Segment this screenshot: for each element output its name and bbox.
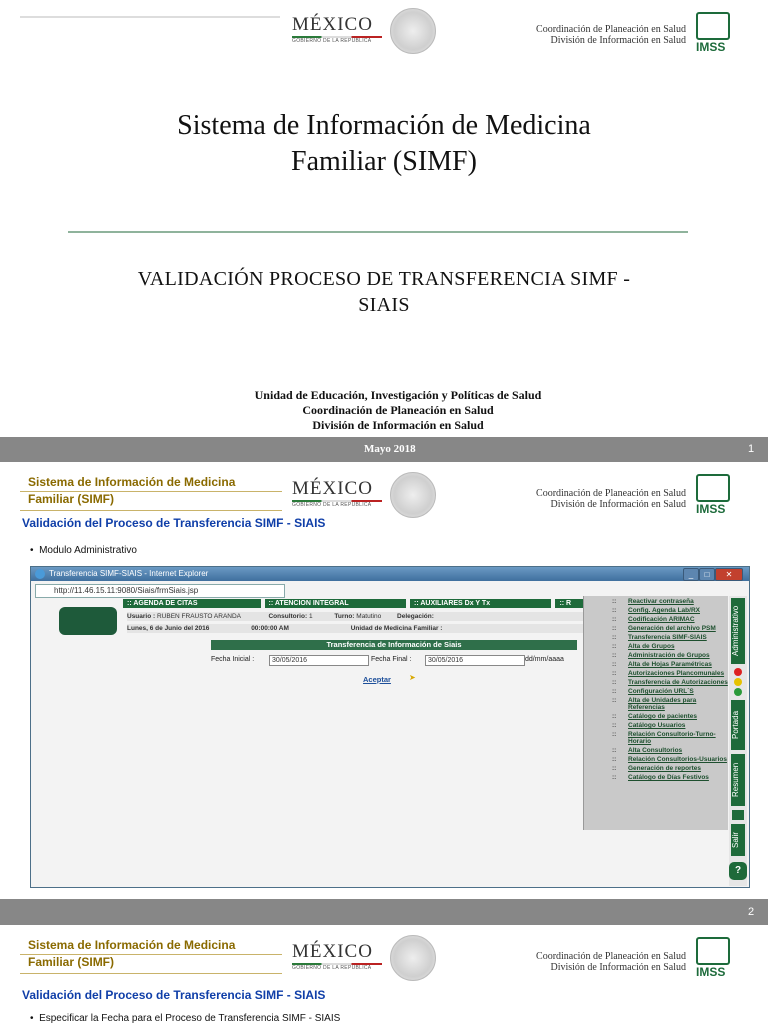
admin-menu-item-label: Generación del archivo PSM	[628, 625, 716, 632]
consultorio-label: Consultorio:	[268, 613, 308, 620]
subtitle-line-1: VALIDACIÓN PROCESO DE TRANSFERENCIA SIMF -	[137, 268, 631, 290]
bullet-dot: •	[30, 1013, 40, 1024]
bullet-text: Modulo Administrativo	[39, 545, 137, 556]
unit-line-3: División de Información en Salud	[312, 418, 484, 432]
admin-menu-item[interactable]	[584, 652, 728, 659]
minimize-button[interactable]: _	[683, 568, 699, 581]
admin-menu-item-label: Catálogo de pacientes	[628, 713, 697, 720]
menu-bullet-icon: ::	[612, 616, 617, 623]
admin-menu-item[interactable]	[584, 756, 728, 763]
unit-credits	[0, 388, 768, 433]
bullet-dot: •	[30, 545, 40, 556]
consultorio-value: 1	[308, 613, 313, 620]
fecha-final-input[interactable]: 30/05/2016	[425, 655, 525, 666]
slide-title	[0, 108, 768, 180]
header-underline	[20, 491, 282, 492]
mexico-subtitle: GOBIERNO DE LA REPÚBLICA	[292, 965, 372, 971]
imss-emblem-icon	[696, 12, 730, 40]
admin-menu	[583, 596, 728, 830]
admin-menu-item[interactable]	[584, 697, 728, 711]
unit-line-1: Unidad de Educación, Investigación y Políticas de Salud	[254, 388, 542, 402]
bullet-item	[30, 545, 137, 556]
header-underline	[20, 954, 282, 955]
help-button[interactable]	[729, 862, 747, 880]
umf-label: Unidad de Medicina Familiar :	[350, 625, 443, 632]
mexico-logo	[292, 14, 382, 44]
address-bar[interactable]: http://11.46.15.11:9080/Siais/frmSiais.jsp	[35, 584, 285, 598]
menu-agenda-citas[interactable]: :: AGENDA DE CITAS	[123, 599, 261, 608]
admin-menu-item[interactable]	[584, 713, 728, 720]
mexico-subtitle: GOBIERNO DE LA REPÚBLICA	[292, 38, 372, 44]
bullet-text: Especificar la Fecha para el Proceso de Transferencia SIMF - SIAIS	[39, 1013, 341, 1024]
side-tab-resumen[interactable]: Resumen	[731, 754, 745, 806]
admin-menu-item[interactable]	[584, 774, 728, 781]
header-line-2: Familiar (SIMF)	[28, 955, 115, 969]
top-menu	[123, 599, 583, 608]
admin-menu-item[interactable]	[584, 765, 728, 772]
admin-menu-list	[584, 598, 728, 781]
user-label: Usuario :	[127, 613, 156, 620]
header-underline-2	[20, 510, 282, 511]
menu-bullet-icon: ::	[612, 722, 617, 729]
admin-menu-item[interactable]	[584, 670, 728, 677]
header-underline-2	[20, 973, 282, 974]
status-light-green	[734, 688, 742, 696]
menu-atencion-integral[interactable]: :: ATENCION INTEGRAL	[265, 599, 406, 608]
coat-of-arms-icon	[390, 8, 436, 54]
admin-menu-item-label: Autorizaciones Plancomunales	[628, 670, 725, 677]
footer-page-number: 2	[748, 906, 755, 918]
app-logo-icon	[59, 607, 117, 635]
menu-bullet-icon: ::	[612, 688, 617, 695]
fecha-inicial-input[interactable]: 30/05/2016	[269, 655, 369, 666]
header-line-1: Sistema de Información de Medicina	[28, 938, 236, 952]
slide-subtitle	[0, 266, 768, 318]
subtitle-line-2: SIAIS	[358, 294, 410, 316]
footer-page-number: 1	[748, 443, 755, 455]
imss-logo	[696, 12, 730, 54]
imss-logo	[696, 937, 730, 979]
admin-menu-item[interactable]	[584, 688, 728, 695]
turno-label: Turno:	[334, 613, 355, 620]
menu-bullet-icon: ::	[612, 747, 617, 754]
footer-date: Mayo 2018	[364, 443, 416, 455]
menu-bullet-icon: ::	[612, 697, 617, 704]
menu-bullet-icon: ::	[612, 634, 617, 641]
admin-menu-item-label: Catálogo Usuarios	[628, 722, 686, 729]
browser-title-bar: Transferencia SIMF-SIAIS - Internet Explorer	[31, 567, 749, 581]
admin-menu-item-label: Alta de Unidades para Referencias	[628, 697, 697, 711]
aceptar-link[interactable]: Aceptar	[363, 675, 391, 684]
coat-of-arms-icon	[390, 472, 436, 518]
coat-of-arms-icon	[390, 935, 436, 981]
title-line-1: Sistema de Información de Medicina	[177, 110, 591, 141]
coordination-text	[480, 951, 686, 973]
menu-more[interactable]: :: R	[555, 599, 583, 608]
admin-menu-item-label: Config. Agenda Lab/RX	[628, 607, 700, 614]
admin-menu-item[interactable]	[584, 616, 728, 623]
title-line-2: Familiar (SIMF)	[291, 146, 477, 177]
section-title: Validación del Proceso de Transferencia SIMF - SIAIS	[22, 516, 326, 530]
admin-menu-item-label: Transferencia de Autorizaciones	[628, 679, 728, 686]
status-light-yellow	[734, 678, 742, 686]
section-title: Validación del Proceso de Transferencia SIMF - SIAIS	[22, 988, 326, 1002]
admin-menu-item-label: Generación de reportes	[628, 765, 701, 772]
ie-icon	[35, 569, 45, 579]
mexico-logo	[292, 478, 382, 508]
side-tab-administrativo[interactable]: Administrativo	[731, 598, 745, 664]
imss-emblem-icon	[696, 474, 730, 502]
slide-3	[0, 925, 768, 1024]
fecha-inicial-label: Fecha Inicial :	[211, 656, 255, 663]
imss-word: IMSS	[696, 502, 726, 516]
admin-menu-item-label: Catálogo de Días Festivos	[628, 774, 709, 781]
imss-logo	[696, 474, 730, 516]
slide-1	[0, 0, 768, 462]
admin-menu-item[interactable]	[584, 679, 728, 686]
user-value: RUBEN FRAUSTO ARANDA	[156, 613, 241, 620]
admin-menu-item[interactable]	[584, 634, 728, 641]
menu-bullet-icon: ::	[612, 756, 617, 763]
admin-menu-item[interactable]	[584, 625, 728, 632]
menu-auxiliares[interactable]: :: AUXILIARES Dx Y Tx	[410, 599, 551, 608]
mexico-word: MÉXICO	[292, 478, 373, 499]
mexico-word: MÉXICO	[292, 941, 373, 962]
coordination-line-2: División de Información en Salud	[550, 962, 686, 973]
menu-bullet-icon: ::	[612, 607, 617, 614]
maximize-button[interactable]: □	[699, 568, 715, 581]
coordination-text	[480, 488, 686, 510]
side-tab-portada[interactable]: Portada	[731, 700, 745, 750]
header-line-2: Familiar (SIMF)	[28, 492, 115, 506]
coordination-line-2: División de Información en Salud	[550, 499, 686, 510]
mexico-logo	[292, 941, 382, 971]
coordination-text	[480, 24, 686, 46]
user-info-row	[127, 612, 583, 621]
slide-2-footer-bar	[0, 899, 768, 925]
menu-bullet-icon: ::	[612, 652, 617, 659]
admin-menu-item-label: Relación Consultorios-Usuarios	[628, 756, 727, 763]
status-light-red	[734, 668, 742, 676]
menu-bullet-icon: ::	[612, 679, 617, 686]
imss-word: IMSS	[696, 40, 726, 54]
title-divider	[68, 231, 688, 233]
menu-bullet-icon: ::	[612, 661, 617, 668]
browser-window	[30, 566, 750, 888]
time-text: 00:00:00 AM	[251, 625, 289, 632]
header-line-1: Sistema de Información de Medicina	[28, 475, 236, 489]
admin-menu-item-label: Configuración URL´S	[628, 688, 694, 695]
admin-menu-item[interactable]	[584, 731, 728, 745]
admin-menu-item-label: Alta de Grupos	[628, 643, 675, 650]
mexico-word: MÉXICO	[292, 14, 373, 35]
menu-bullet-icon: ::	[612, 713, 617, 720]
arrow-icon: ➤	[409, 673, 416, 682]
admin-menu-item[interactable]	[584, 643, 728, 650]
admin-menu-item-label: Administración de Grupos	[628, 652, 710, 659]
admin-menu-item-label: Reactivar contraseña	[628, 598, 694, 605]
side-tab-salir[interactable]: Salir	[731, 824, 745, 856]
coordination-line-1: Coordinación de Planeación en Salud	[536, 24, 686, 35]
admin-menu-item[interactable]	[584, 747, 728, 754]
delegacion-label: Delegación:	[397, 613, 434, 620]
admin-menu-item[interactable]	[584, 607, 728, 614]
menu-bullet-icon: ::	[612, 598, 617, 605]
admin-menu-item-label: Alta Consultorios	[628, 747, 683, 754]
menu-bullet-icon: ::	[612, 670, 617, 677]
admin-menu-item-label: Alta de Hojas Paramétricas	[628, 661, 712, 668]
imss-emblem-icon	[696, 937, 730, 965]
slide-footer-bar	[0, 437, 768, 462]
transfer-panel-title: Transferencia de Información de Siais	[211, 640, 577, 650]
menu-bullet-icon: ::	[612, 765, 617, 772]
menu-bullet-icon: ::	[612, 774, 617, 781]
close-button[interactable]: ✕	[715, 568, 743, 581]
coordination-line-1: Coordinación de Planeación en Salud	[536, 951, 686, 962]
slide-2	[0, 462, 768, 900]
admin-menu-item-label: Relación Consultorio-Turno-Horario	[628, 731, 716, 745]
imss-word: IMSS	[696, 965, 726, 979]
admin-menu-item[interactable]	[584, 598, 728, 605]
admin-menu-item[interactable]	[584, 722, 728, 729]
date-info-row	[127, 624, 583, 633]
date-format-hint: dd/mm/aaaa	[525, 656, 564, 663]
admin-menu-item-label: Codificación ARIMAC	[628, 616, 695, 623]
side-tab-separator	[732, 810, 744, 820]
turno-value: Matutino	[356, 613, 382, 620]
date-text: Lunes, 6 de Junio del 2016	[127, 625, 210, 632]
side-tab-bar	[729, 596, 747, 886]
unit-line-2: Coordinación de Planeación en Salud	[302, 403, 494, 417]
menu-bullet-icon: ::	[612, 643, 617, 650]
bullet-item	[30, 1013, 340, 1024]
coordination-line-1: Coordinación de Planeación en Salud	[536, 488, 686, 499]
help-icon: ?	[734, 865, 742, 876]
coordination-line-2: División de Información en Salud	[550, 35, 686, 46]
menu-bullet-icon: ::	[612, 625, 617, 632]
slide-top-rule	[20, 16, 280, 18]
mexico-subtitle: GOBIERNO DE LA REPÚBLICA	[292, 502, 372, 508]
admin-menu-item-label: Transferencia SIMF-SIAIS	[628, 634, 707, 641]
menu-bullet-icon: ::	[612, 731, 617, 738]
admin-menu-item[interactable]	[584, 661, 728, 668]
fecha-final-label: Fecha Final :	[371, 656, 412, 663]
